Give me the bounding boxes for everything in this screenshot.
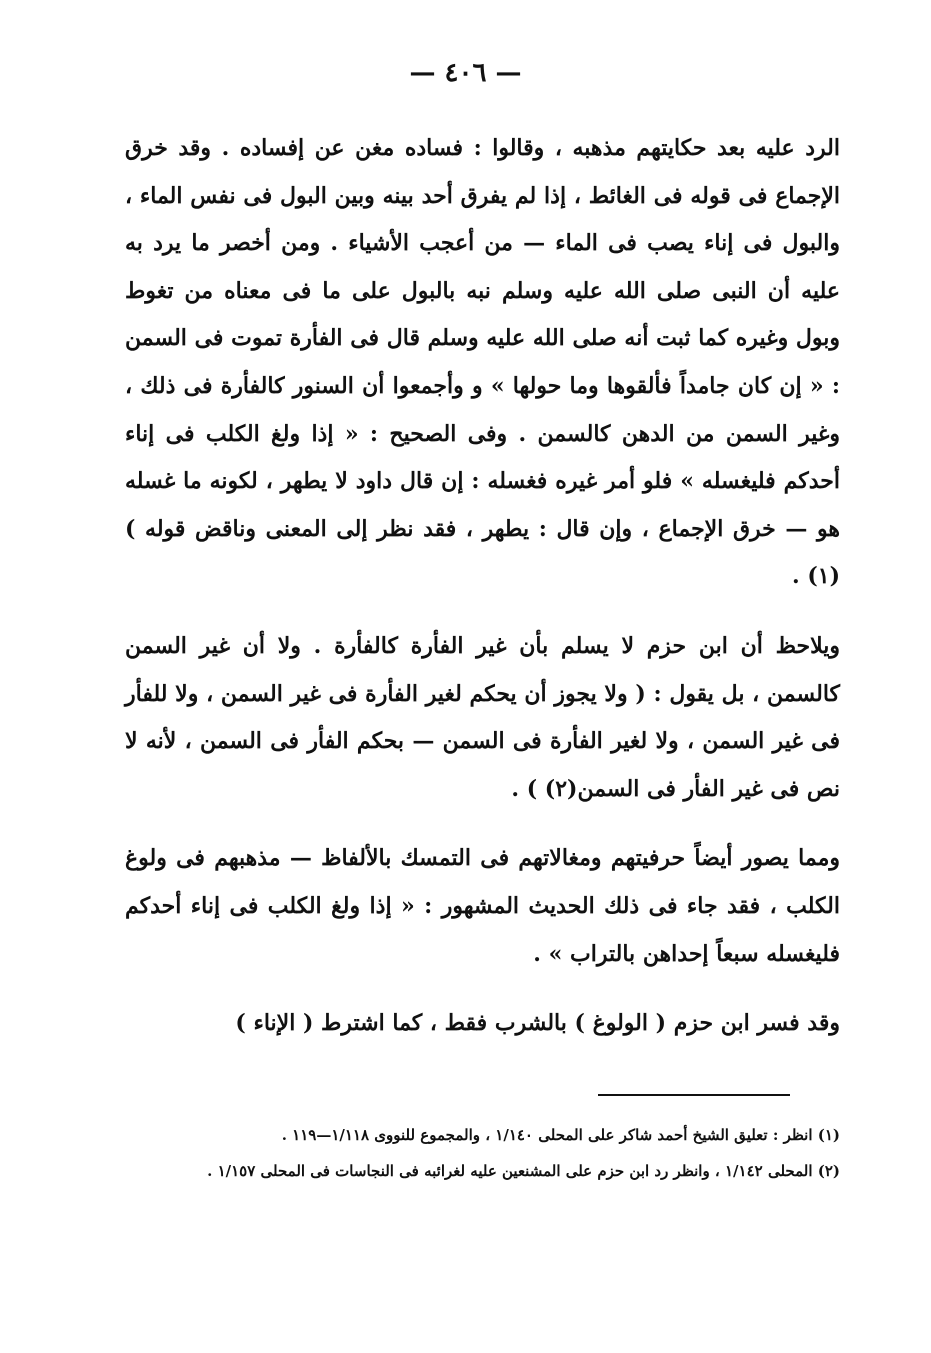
- footnote-divider: [598, 1094, 790, 1096]
- footnotes: [125, 1120, 840, 1192]
- body-text: [125, 125, 840, 1048]
- paragraph: وقد فسر ابن حزم ( الولوغ ) بالشرب فقط ، كما اشترط ( الإناء ): [235, 1010, 840, 1037]
- page-number: — ٤٠٦ —: [409, 58, 522, 88]
- paragraph: الرد عليه بعد حكايتهم مذهبه ، وقالوا : فساده مغن عن إفساده . وقد خرق الإجماع فى قوله فى الغائط ، إذا لم يفرق أحد بينه وبين البول فى نفس الماء ، والبول فى إناء يصب فى الماء — من أعجب الأشياء . ومن أخصر ما يرد به عليه أن النبى صلى الله عليه وسلم نبه بالبول على ما فى معناه من تغوط وبول وغيره كما ثبت أنه صلى الله عليه وسلم قال فى الفأرة تموت فى السمن : « إن كان جامداً فألقوها وما حولها » و وأجمعوا أن السنور كالفأرة فى ذلك ، وغير السمن من الدهن كالسمن . وفى الصحيح : « إذا ولغ الكلب فى إناء أحدكم فليغسله » فلو أمر غيره فغسله : إن قال داود لا يطهر ، لكونه ما غسله هو — خرق الإجماع ، وإن قال : يطهر ، فقد نظر إلى المعنى وناقض قوله )(١) .: [125, 135, 840, 590]
- paragraph: ويلاحظ أن ابن حزم لا يسلم بأن غير الفأرة كالفأرة . ولا أن غير السمن كالسمن ، بل يقول : ( ولا يجوز أن يحكم لغير الفأرة فى غير السمن ، ولا للفأر فى غير السمن ، ولا لغير الفأرة فى السمن — بحكم الفأر فى السمن ، لأنه لا نص فى غير الفأر فى السمن(٢) ) .: [125, 632, 840, 802]
- footnote: (١) انظر : تعليق الشيخ أحمد شاكر على المحلى ١/١٤٠ ، والمجموع للنووى ١/١١٨—١١٩ .: [281, 1126, 840, 1144]
- footnote: (٢) المحلى ١/١٤٢ ، وانظر رد ابن حزم على المشنعين عليه لغرائبه فى النجاسات فى المحلى ١/١٥٧ .: [207, 1162, 840, 1180]
- paragraph: ومما يصور أيضاً حرفيتهم ومغالاتهم فى التمسك بالألفاظ — مذهبهم فى ولوغ الكلب ، فقد جاء فى ذلك الحديث المشهور : « إذا ولغ الكلب فى إناء أحدكم فليغسله سبعاً إحداهن بالتراب » .: [125, 845, 840, 967]
